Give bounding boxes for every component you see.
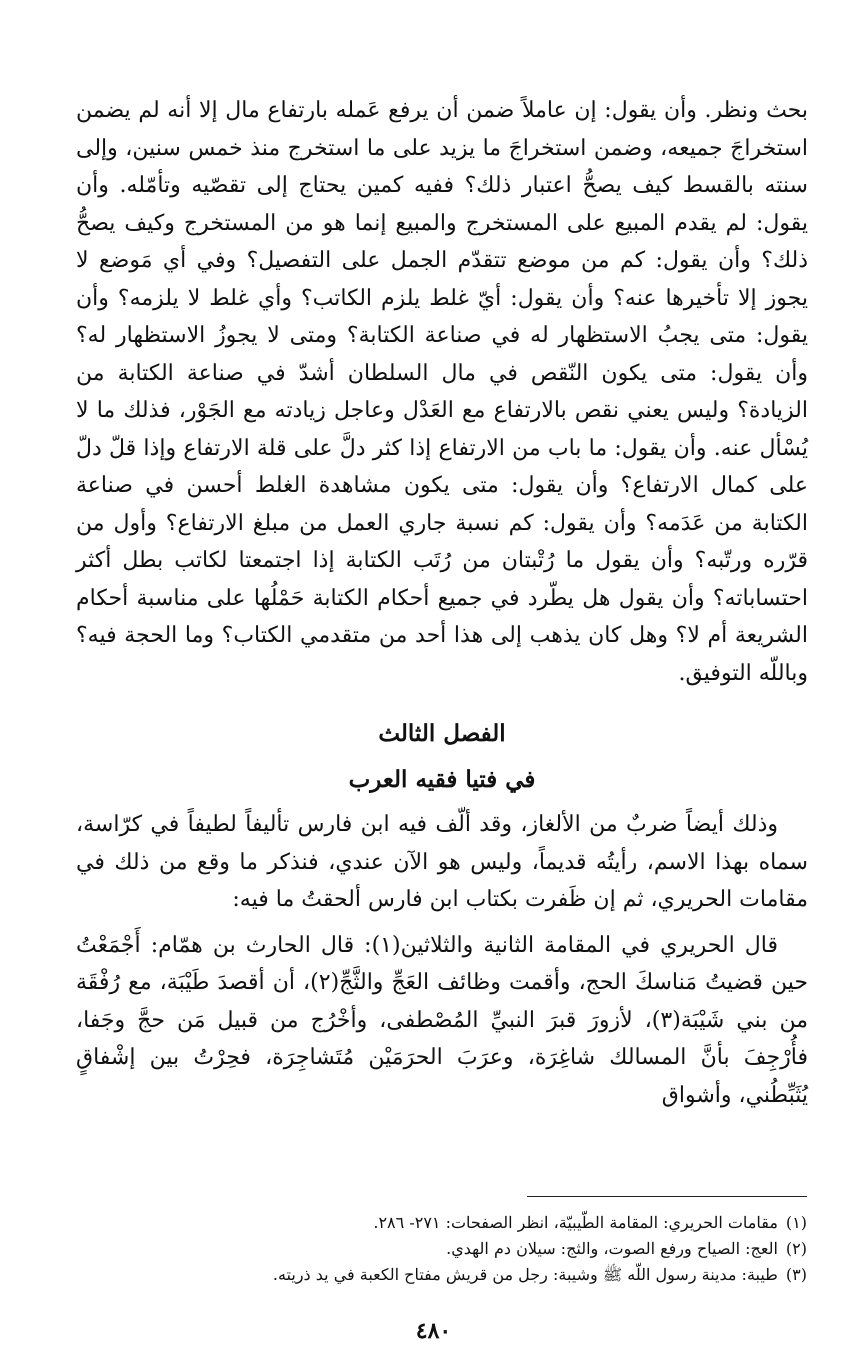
footnote-text: طيبة: مدينة رسول اللّه ﷺ وشيبة: رجل من قريش مفتاح الكعبة في يد ذريته. bbox=[272, 1265, 778, 1284]
footnote-number: (١) bbox=[785, 1213, 807, 1232]
footnote-divider bbox=[527, 1196, 807, 1197]
page-number: ٤٨٠ bbox=[415, 1318, 452, 1344]
footnote-text: مقامات الحريري: المقامة الطّيبيّة، انظر الصفحات: ٢٧١- ٢٨٦. bbox=[373, 1213, 778, 1232]
footnote-3 bbox=[67, 1262, 807, 1288]
page-body bbox=[76, 92, 808, 1114]
footnote-number: (٣) bbox=[785, 1265, 807, 1284]
paragraph-gap bbox=[76, 919, 808, 927]
footnote-number: (٢) bbox=[785, 1239, 807, 1258]
body-paragraph-2: وذلك أيضاً ضربٌ من الألغاز، وقد ألّف فيه ابن فارس تأليفاً لطيفاً في كرّاسة، سماه بهذا الاسم، رأيتُه قديماً، وليس هو الآن عندي، فنذكر ما وقع من ذلك في مقامات الحريري، ثم إن ظَفرت بكتاب ابن فارس ألحقتُ ما فيه: bbox=[76, 812, 808, 912]
footnotes bbox=[67, 1210, 807, 1288]
body-paragraph-1: بحث ونظر. وأن يقول: إن عاملاً ضمن أن يرفع عَمله بارتفاع مال إلا أنه لم يضمن استخراجَ جميعه، وضمن استخراجَ ما يزيد على ما استخرج منذ خمس سنين، وإلى سنته بالقسط كيف يصحُّ اعتبار ذلك؟ ففيه كمين يحتاج إلى تقصّيه وتأمّله. وأن يقول: لم يقدم المبيع على المستخرج والمبيع إنما هو من المستخرج وكيف يصحُّ ذلك؟ وأن يقول: كم من موضع تتقدّم الجمل على التفصيل؟ وفي أي مَوضع لا يجوز إلا تأخيرها عنه؟ وأن يقول: أيّ غلط يلزم الكاتب؟ وأي غلط لا يلزمه؟ وأن يقول: متى يجبُ الاستظهار له في صناعة الكتابة؟ ومتى لا يجوزُ الاستظهار له؟ وأن يقول: متى يكون النّقص في مال السلطان أشدّ في صناعة الكتابة من الزيادة؟ وليس يعني نقص بالارتفاع مع العَدْل وعاجل زيادته مع الجَوْر، فذلك ما لا يُسْأل عنه. وأن يقول: ما باب من الارتفاع إذا كثر دلَّ على قلة الارتفاع وإذا قلّ دلّ على كمال الارتفاع؟ وأن يقول: متى يكون مشاهدة الغلط أحسن في صناعة الكتابة من عَدَمه؟ وأن يقول: كم نسبة جاري العمل من مبلغ الارتفاع؟ وأول من قرّره ورتّبه؟ وأن يقول ما رُتْبتان من رُتَب الكتابة إذا اجتمعتا لكاتب بطل أكثر احتساباته؟ وأن يقول هل يطّرد في جميع أحكام الكتابة حَمْلُها على مناسبة أحكام الشريعة أم لا؟ وهل كان يذهب إلى هذا أحد من متقدمي الكتاب؟ وما الحجة فيه؟ وباللّه التوفيق. bbox=[76, 98, 808, 686]
footnote-2 bbox=[67, 1236, 807, 1262]
footnote-1 bbox=[67, 1210, 807, 1236]
footnote-text: العج: الصياح ورفع الصوت، والثج: سيلان دم الهدي. bbox=[446, 1239, 778, 1258]
section-title: في فتيا فقيه العرب bbox=[348, 766, 536, 793]
body-paragraph-3: قال الحريري في المقامة الثانية والثلاثين(١): قال الحارث بن همّام: أَجْمَعْتُ حين قضيتُ مَناسكَ الحج، وأقمت وظائف العَجِّ والثَّجِّ(٢)، أن أقصدَ طَيْبَة، مع رُفْقَة من بني شَيْبَة(٣)، لأزورَ قبرَ النبيِّ المُصْطفى، وأخْرُج من قبيل مَن حجَّ وجَفا، فأُرْجِفَ بأنَّ المسالك شاغِرَة، وعرَبَ الحرَمَيْن مُتَشاجِرَة، فحِرْتُ بين إشْفاقٍ يُثَبِّطُني، وأشواق bbox=[76, 932, 808, 1108]
chapter-title: الفصل الثالث bbox=[378, 720, 506, 747]
